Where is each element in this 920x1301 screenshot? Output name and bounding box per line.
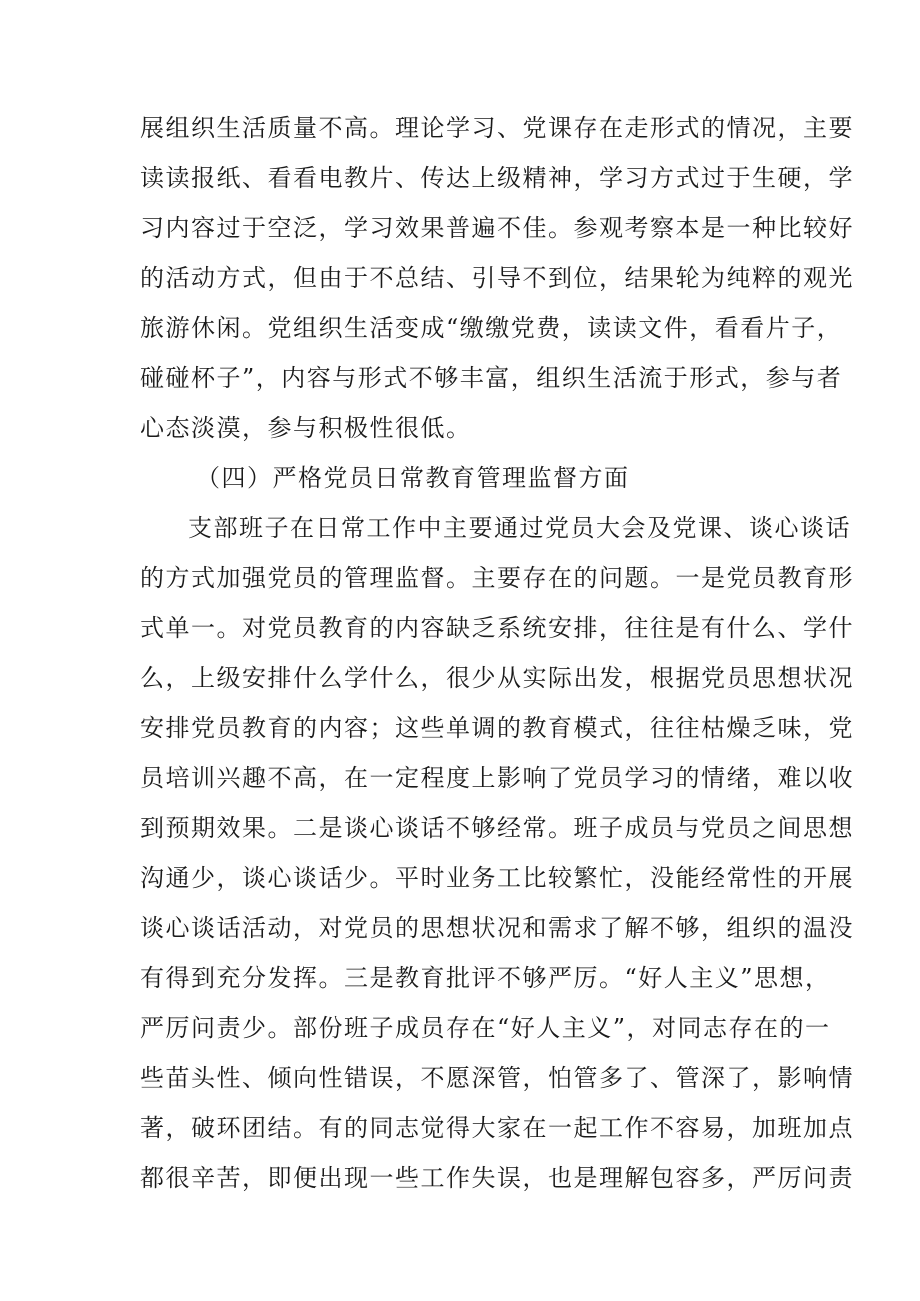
section-heading: （四）严格党员日常教育管理监督方面 (196, 464, 630, 492)
text-line: 式单一。对党员教育的内容缺乏系统安排，往往是有什么、学什 (140, 614, 854, 642)
text-line: 支部班子在日常工作中主要通过党员大会及党课、谈心谈话 (188, 514, 851, 542)
text-line: 沟通少，谈心谈话少。平时业务工比较繁忙，没能经常性的开展 (140, 864, 854, 892)
text-line: 些苗头性、倾向性错误，不愿深管，怕管多了、管深了，影响情 (140, 1064, 854, 1092)
text-line: 严厉问责少。部份班子成员存在“好人主义”，对同志存在的一 (140, 1014, 831, 1042)
text-line: 展组织生活质量不高。理论学习、党课存在走形式的情况，主要 (140, 114, 854, 142)
text-line: 的活动方式，但由于不总结、引导不到位，结果轮为纯粹的观光 (140, 264, 854, 292)
text-line: 习内容过于空泛，学习效果普遍不佳。参观考察本是一种比较好 (140, 214, 854, 242)
text-line: 旅游休闲。党组织生活变成“缴缴党费，读读文件，看看片子， (140, 314, 843, 342)
text-line: 著，破环团结。有的同志觉得大家在一起工作不容易，加班加点 (140, 1114, 854, 1142)
text-line: 都很辛苦，即便出现一些工作失误，也是理解包容多，严厉问责 (140, 1164, 854, 1192)
text-line: 心态淡漠，参与积极性很低。 (140, 414, 472, 442)
text-line: 有得到充分发挥。三是教育批评不够严厉。“好人主义”思想， (140, 964, 831, 992)
text-line: 安排党员教育的内容；这些单调的教育模式，往往枯燥乏味，党 (140, 714, 854, 742)
text-line: 的方式加强党员的管理监督。主要存在的问题。一是党员教育形 (140, 564, 854, 592)
text-line: 员培训兴趣不高，在一定程度上影响了党员学习的情绪，难以收 (140, 764, 854, 792)
text-line: 读读报纸、看看电教片、传达上级精神，学习方式过于生硬，学 (140, 164, 854, 192)
text-line: 碰碰杯子”，内容与形式不够丰富，组织生活流于形式，参与者 (140, 364, 843, 392)
text-line: 谈心谈话活动，对党员的思想状况和需求了解不够，组织的温没 (140, 914, 854, 942)
text-line: 么，上级安排什么学什么，很少从实际出发，根据党员思想状况 (140, 664, 854, 692)
text-line: 到预期效果。二是谈心谈话不够经常。班子成员与党员之间思想 (140, 814, 854, 842)
